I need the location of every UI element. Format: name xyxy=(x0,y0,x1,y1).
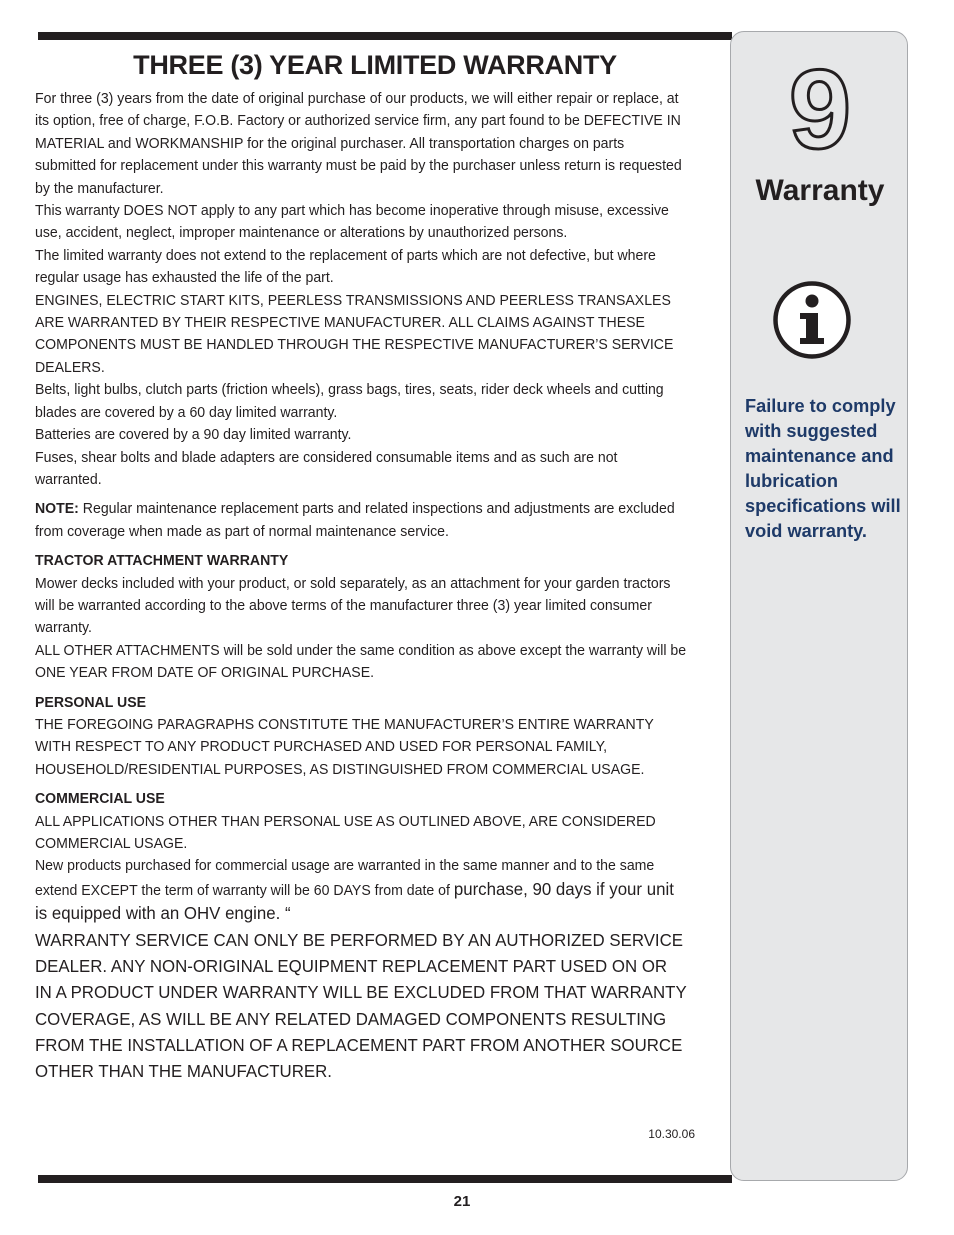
commercial-use-heading: COMMERCIAL USE xyxy=(35,791,165,808)
paragraph-consumables: Fuses, shear bolts and blade adapters are considered consumable items and as such are not warranted. xyxy=(35,449,618,488)
note-paragraph xyxy=(35,498,687,543)
commercial-paragraph-2 xyxy=(35,855,687,926)
section-title: Warranty xyxy=(755,174,885,207)
paragraph-batteries: Batteries are covered by a 90 day limited warranty. xyxy=(35,427,352,444)
chapter-number: 9 xyxy=(788,47,852,172)
info-icon xyxy=(772,280,852,360)
revision-date: 10.30.06 xyxy=(648,1127,695,1141)
personal-use-heading: PERSONAL USE xyxy=(35,694,147,711)
note-label: NOTE: xyxy=(35,501,79,518)
tractor-attachment-heading: TRACTOR ATTACHMENT WARRANTY xyxy=(35,553,289,570)
maintenance-notice: Failure to comply with suggested maintenance and lubrication specifications will void warranty. xyxy=(745,396,901,541)
note-text: Regular maintenance replacement parts and related inspections and adjustments are excluded from coverage when made as part of normal maintenance service. xyxy=(35,501,675,540)
commercial-text-large: purchase, 90 days if your unit is equipped with an OHV engine. “ xyxy=(35,878,674,924)
tractor-paragraph-1: Mower decks included with your product, or sold separately, as an attachment for your garden tractors will be warranted according to the above terms of the manufacturer three (3) year limited consumer warranty. xyxy=(35,575,671,637)
paragraph-wear-parts: Belts, light bulbs, clutch parts (friction wheels), grass bags, tires, seats, rider deck wheels and cutting blades are covered by a 60 day limited warranty. xyxy=(35,382,664,421)
chapter-sidebar xyxy=(730,31,908,1181)
personal-use-paragraph: THE FOREGOING PARAGRAPHS CONSTITUTE THE MANUFACTURER’S ENTIRE WARRANTY WITH RESPECT TO ANY PRODUCT PURCHASED AND USED FOR PERSONAL FAMILY, HOUSEHOLD/RESIDENTIAL PURPOSES, AS DISTINGUISHED FROM COMMERCIAL USAGE. xyxy=(35,716,654,778)
top-rule xyxy=(38,32,732,40)
paragraph-exclusions: This warranty DOES NOT apply to any part which has become inoperative through misuse, excessive use, accident, neglect, improper maintenance or alterations by unauthorized persons. xyxy=(35,203,669,242)
service-paragraph: WARRANTY SERVICE CAN ONLY BE PERFORMED BY AN AUTHORIZED SERVICE DEALER. ANY NON-ORIGINAL EQUIPMENT REPLACEMENT PART USED ON OR IN A PRODUCT UNDER WARRANTY WILL BE EXCLUDED FROM THAT WARRANTY COVERAGE, AS WILL BE ANY RELATED DAMAGED COMPONENTS RESULTING FROM THE INSTALLATION OF A REPLACEMENT PART FROM ANOTHER SOURCE OTHER THAN THE MANUFACTURER. xyxy=(35,929,687,1082)
page-title: THREE (3) YEAR LIMITED WARRANTY xyxy=(133,50,617,80)
bottom-rule xyxy=(38,1175,732,1183)
tractor-paragraph-2: ALL OTHER ATTACHMENTS will be sold under the same condition as above except the warranty will be ONE YEAR FROM DATE OF ORIGINAL PURCHASE. xyxy=(35,642,687,682)
paragraph-limits: The limited warranty does not extend to the replacement of parts which are not defective, but where regular usage has exhausted the life of the part. xyxy=(35,247,656,287)
page-number: 21 xyxy=(453,1193,471,1210)
commercial-text-small: New products purchased for commercial usage are warranted in the same manner and to the same extend EXCEPT the term of warranty will be 60 DAYS from date of xyxy=(35,858,655,899)
paragraph-coverage: For three (3) years from the date of original purchase of our products, we will either repair or replace, at its option, free of charge, F.O.B. Factory or authorized service firm, any part found to be DEFECTIVE IN MATERIAL and WORKMANSHIP for the original purchaser. All transportation charges on parts submitted for replacement under this warranty must be paid by the purchaser unless return is requested by the manufacturer. xyxy=(35,91,682,197)
commercial-paragraph-1: ALL APPLICATIONS OTHER THAN PERSONAL USE AS OUTLINED ABOVE, ARE CONSIDERED COMMERCIAL USAGE. xyxy=(35,813,656,852)
warranty-body xyxy=(35,88,687,1084)
paragraph-engines: ENGINES, ELECTRIC START KITS, PEERLESS TRANSMISSIONS AND PEERLESS TRANSAXLES ARE WARRANTED BY THEIR RESPECTIVE MANUFACTURER. ALL CLAIMS AGAINST THESE COMPONENTS MUST BE HANDLED THROUGH THE RESPECTIVE MANUFACTURER’S SERVICE DEALERS. xyxy=(35,292,674,376)
